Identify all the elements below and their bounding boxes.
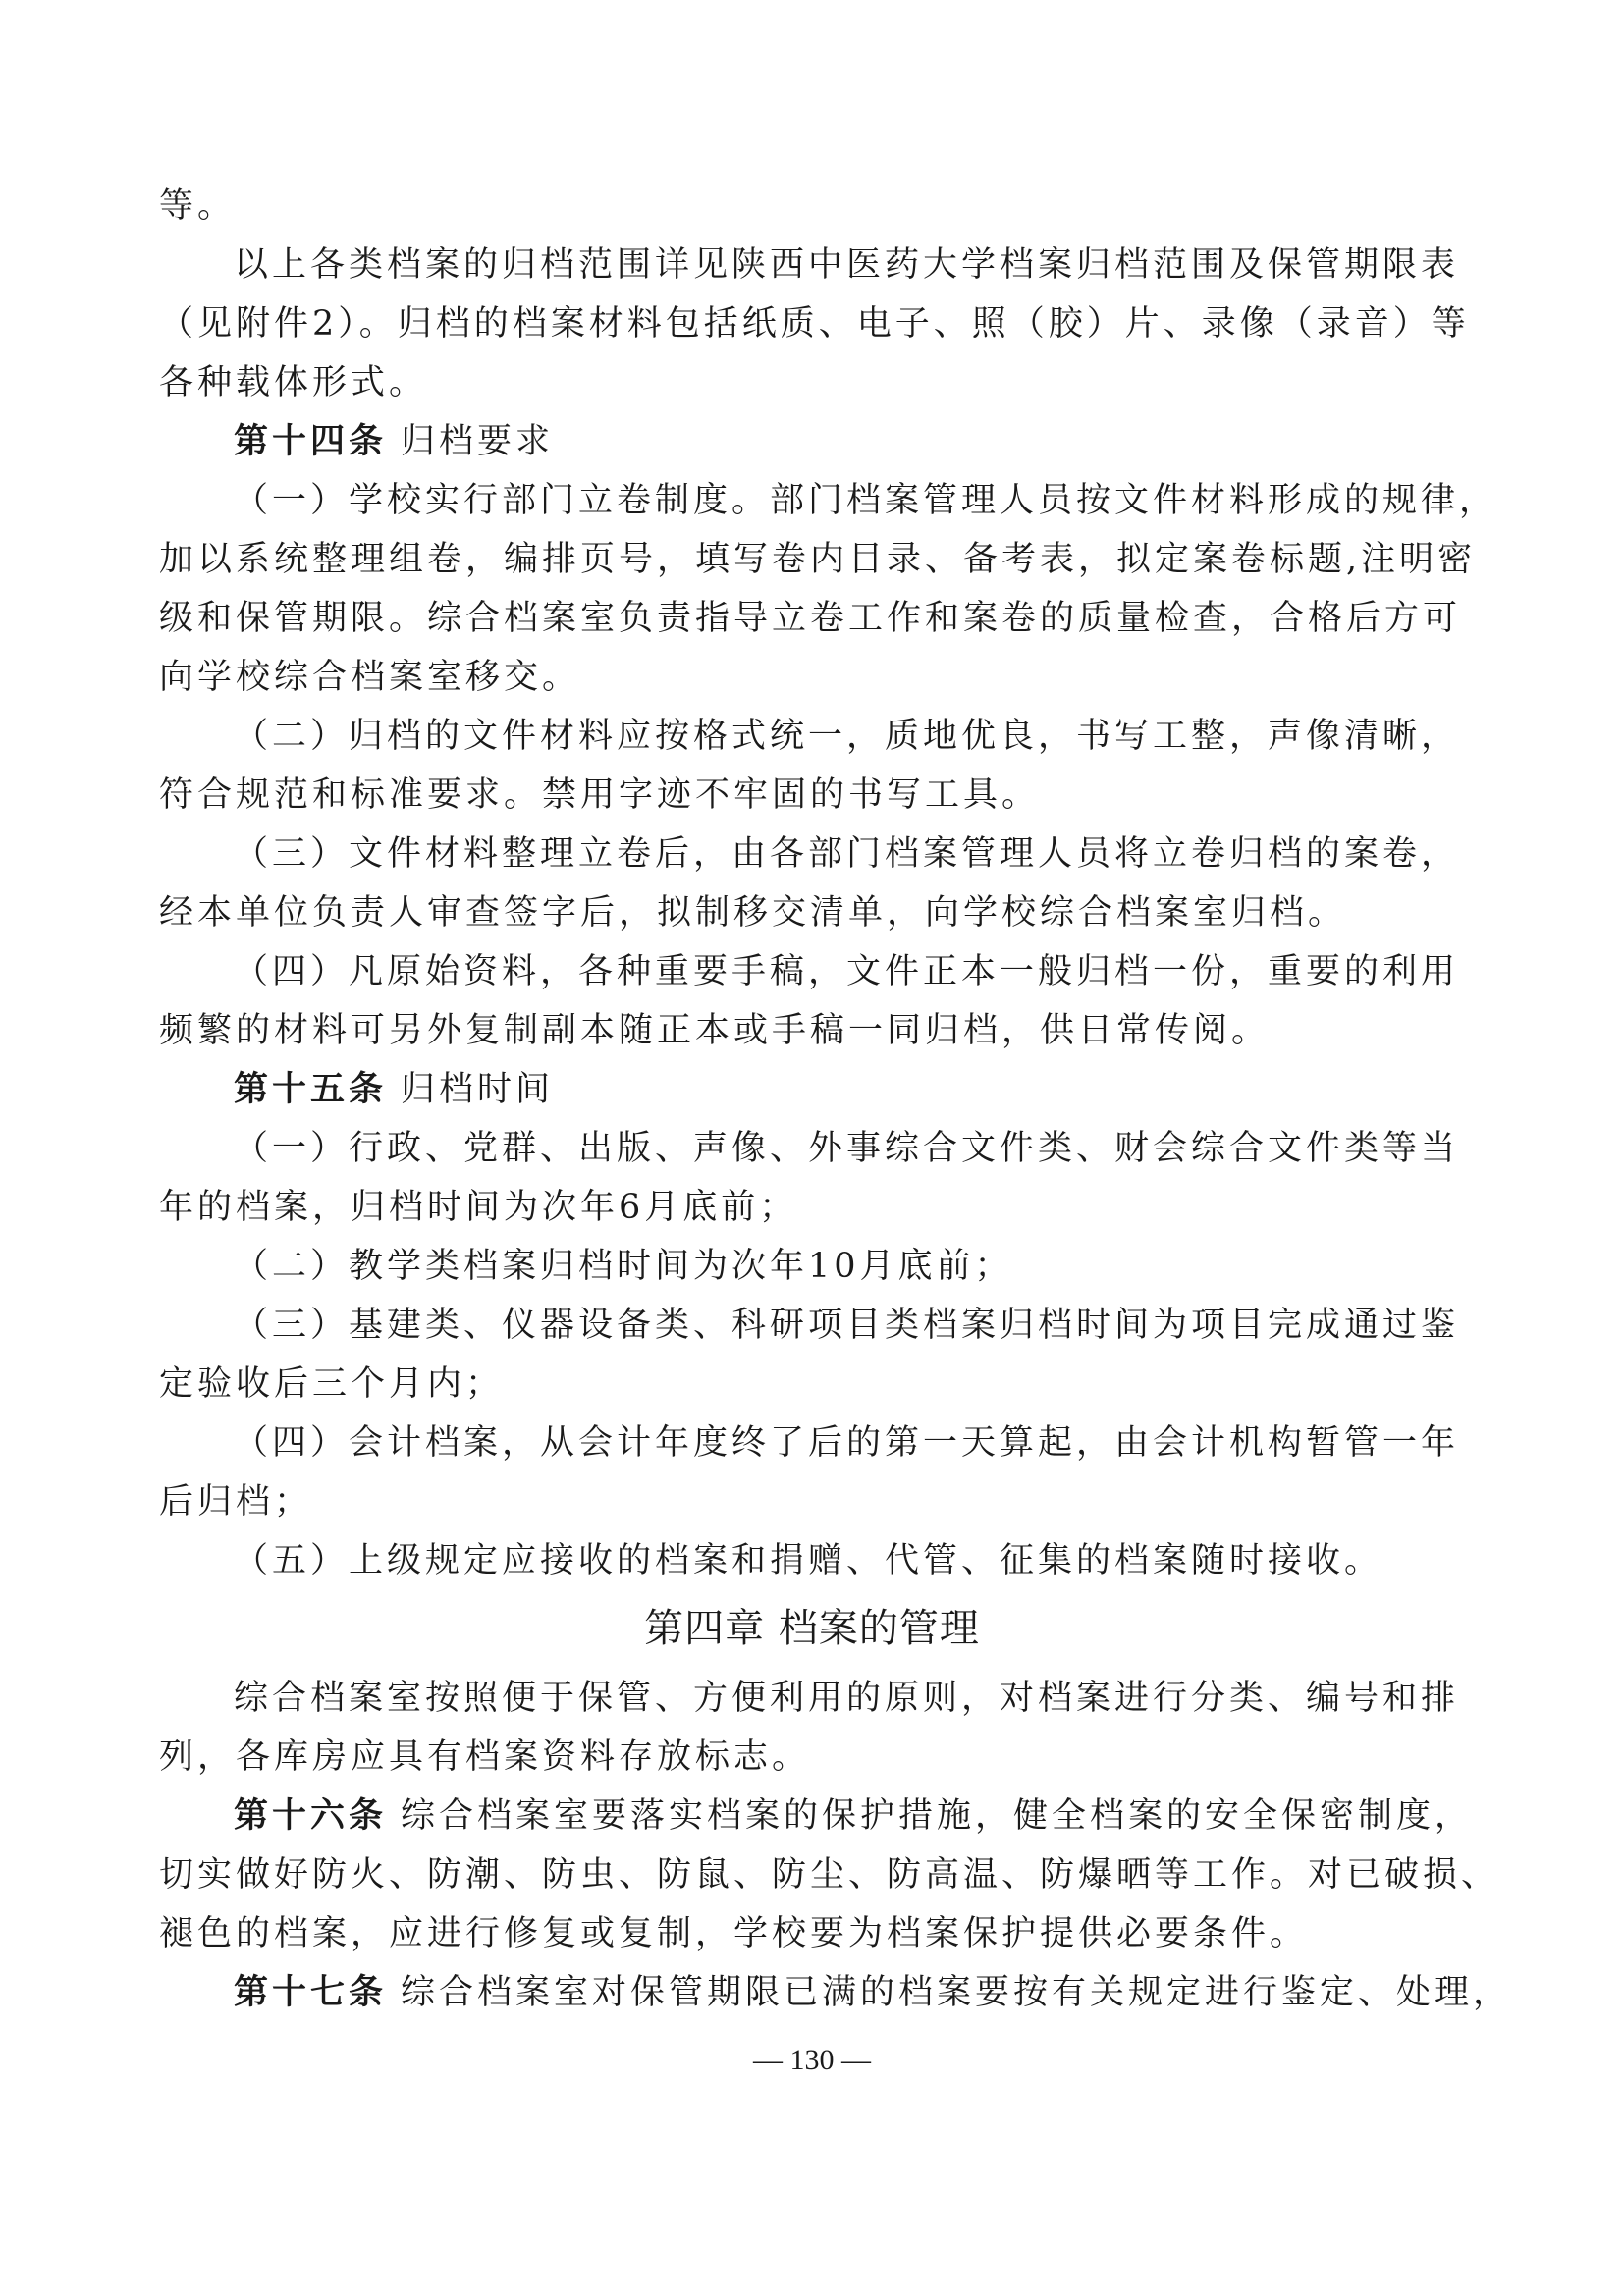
article-text: 综合档案室要落实档案的保护措施，健全档案的安全保密制度， (401, 1796, 1474, 1836)
text-line: 经本单位负责人审查签字后，拟制移交清单，向学校综合档案室归档。 (159, 893, 1347, 933)
text-line: （四）凡原始资料，各种重要手稿，文件正本一般归档一份，重要的利用 (234, 952, 1460, 991)
article-title: 归档时间 (401, 1070, 555, 1109)
article-16-line (234, 1796, 1473, 1836)
article-title: 归档要求 (401, 422, 555, 461)
text-line: 褪色的档案，应进行修复或复制，学校要为档案保护提供必要条件。 (159, 1914, 1309, 1953)
text-line: （二）归档的文件材料应按格式统一，质地优良，书写工整，声像清晰， (234, 717, 1460, 756)
article-14-heading (234, 422, 554, 461)
article-text: 综合档案室对保管期限已满的档案要按有关规定进行鉴定、处理， (401, 1973, 1512, 2012)
article-17-line (234, 1973, 1511, 2012)
text-line: （三）文件材料整理立卷后，由各部门档案管理人员将立卷归档的案卷， (234, 834, 1460, 874)
text-line: （四）会计档案，从会计年度终了后的第一天算起，由会计机构暂管一年 (234, 1423, 1460, 1463)
text-line: 频繁的材料可另外复制副本随正本或手稿一同归档，供日常传阅。 (159, 1011, 1271, 1050)
text-line: （见附件2）。归档的档案材料包括纸质、电子、照（胶）片、录像（录音）等 (159, 304, 1470, 344)
text-line: 列，各库房应具有档案资料存放标志。 (159, 1737, 811, 1777)
article-15-heading (234, 1070, 554, 1109)
text-line: （二）教学类档案归档时间为次年10月底前； (234, 1247, 1013, 1286)
text-line: 各种载体形式。 (159, 363, 428, 402)
text-line: 等。 (159, 187, 237, 226)
article-number: 第十五条 (234, 1069, 388, 1109)
text-line: （一）学校实行部门立卷制度。部门档案管理人员按文件材料形成的规律， (234, 481, 1498, 520)
text-line: 向学校综合档案室移交。 (159, 658, 581, 697)
page-number: — 130 — (753, 2044, 871, 2076)
text-line: 加以系统整理组卷，编排页号，填写卷内目录、备考表，拟定案卷标题,注明密 (159, 540, 1477, 579)
text-line: （五）上级规定应接收的档案和捐赠、代管、征集的档案随时接收。 (234, 1541, 1383, 1580)
text-line: （三）基建类、仪器设备类、科研项目类档案归档时间为项目完成通过鉴 (234, 1306, 1460, 1345)
text-line: 定验收后三个月内； (159, 1364, 505, 1404)
text-line: 综合档案室按照便于保管、方便利用的原则，对档案进行分类、编号和排 (234, 1679, 1460, 1718)
article-number: 第十四条 (234, 421, 388, 461)
article-number: 第十六条 (234, 1795, 388, 1836)
text-line: 以上各类档案的归档范围详见陕西中医药大学档案归档范围及保管期限表 (234, 245, 1460, 285)
chapter-heading: 第四章 档案的管理 (644, 1606, 980, 1651)
text-line: 级和保管期限。综合档案室负责指导立卷工作和案卷的质量检查，合格后方可 (159, 599, 1462, 638)
text-line: 后归档； (159, 1482, 313, 1522)
text-line: 年的档案，归档时间为次年6月底前； (159, 1188, 798, 1227)
text-line: 符合规范和标准要求。禁用字迹不牢固的书写工具。 (159, 775, 1041, 815)
text-line: 切实做好防火、防潮、防虫、防鼠、防尘、防高温、防爆晒等工作。对已破损、 (159, 1855, 1500, 1895)
article-number: 第十七条 (234, 1972, 388, 2012)
text-line: （一）行政、党群、出版、声像、外事综合文件类、财会综合文件类等当 (234, 1129, 1460, 1168)
